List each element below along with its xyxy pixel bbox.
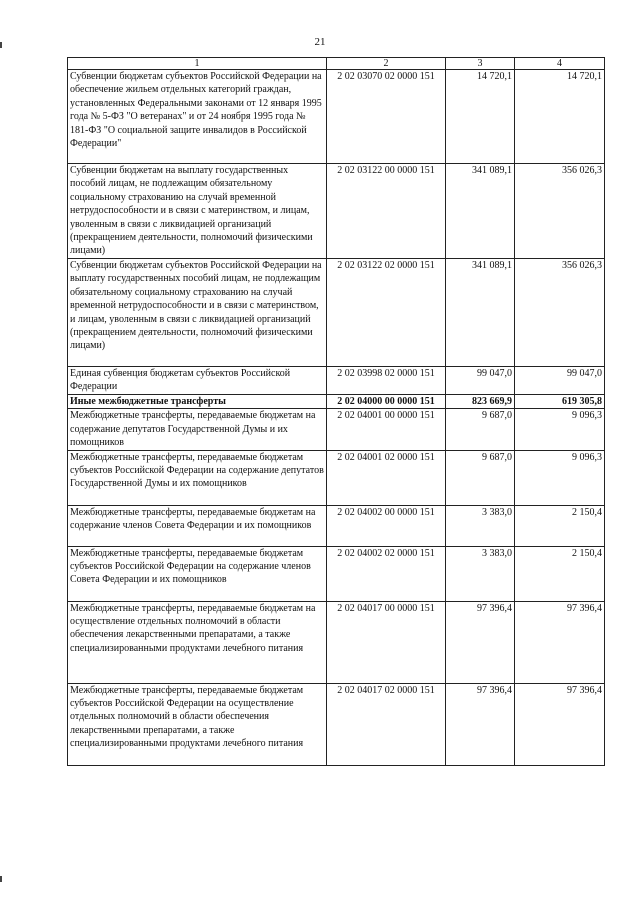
row-name-cell: Субвенции бюджетам субъектов Российской Федерации на обеспечение жильем отдельных категорий граждан, установленных Федеральными законами от 12 января 1995 года № 5-ФЗ "О ветеранах" и от 24 ноября 1995 года № 181-ФЗ "О социальной защите инвалидов в Российской Федерации" <box>68 70 327 164</box>
row-name-cell: Межбюджетные трансферты, передаваемые бюджетам субъектов Российской Федерации на осуществление отдельных полномочий в области обеспечения лекарственными препаратами, а также специализированными продуктами лечебного питания <box>68 683 327 765</box>
table-row <box>68 395 605 409</box>
page-number: 21 <box>314 36 326 48</box>
row-value-col3: 341 089,1 <box>446 259 515 367</box>
row-name-cell: Межбюджетные трансферты, передаваемые бюджетам на осуществление отдельных полномочий в области обеспечения лекарственными препаратами, а также специализированными продуктами лечебного питания <box>68 601 327 683</box>
left-margin-mark-bottom <box>0 876 2 882</box>
row-value-col4: 356 026,3 <box>515 164 605 259</box>
row-value-col4: 619 305,8 <box>515 395 605 409</box>
row-value-col3: 341 089,1 <box>446 164 515 259</box>
row-value-col4: 2 150,4 <box>515 505 605 546</box>
table-row <box>68 505 605 546</box>
header-row <box>68 58 605 70</box>
row-value-col4: 97 396,4 <box>515 601 605 683</box>
header-col-4: 4 <box>515 58 605 70</box>
row-name-cell: Межбюджетные трансферты, передаваемые бюджетам на содержание членов Совета Федерации и их помощников <box>68 505 327 546</box>
table-row <box>68 164 605 259</box>
table-row <box>68 70 605 164</box>
table-row <box>68 367 605 395</box>
row-code-cell: 2 02 04017 02 0000 151 <box>327 683 446 765</box>
row-code-cell: 2 02 04000 00 0000 151 <box>327 395 446 409</box>
row-value-col3: 3 383,0 <box>446 546 515 601</box>
row-value-col4: 97 396,4 <box>515 683 605 765</box>
row-code-cell: 2 02 04002 02 0000 151 <box>327 546 446 601</box>
row-value-col3: 9 687,0 <box>446 450 515 505</box>
table-row <box>68 450 605 505</box>
row-code-cell: 2 02 04001 02 0000 151 <box>327 450 446 505</box>
header-col-2: 2 <box>327 58 446 70</box>
row-name-cell: Субвенции бюджетам на выплату государственных пособий лицам, не подлежащим обязательному социальному страхованию на случай временной нетрудоспособности и в связи с материнством, и лицам, уволенным в связи с ликвидацией организаций (прекращением деятельности, полномочий физическими лицами) <box>68 164 327 259</box>
row-value-col3: 823 669,9 <box>446 395 515 409</box>
header-col-3: 3 <box>446 58 515 70</box>
row-value-col4: 9 096,3 <box>515 409 605 450</box>
row-value-col3: 3 383,0 <box>446 505 515 546</box>
row-value-col4: 2 150,4 <box>515 546 605 601</box>
row-value-col3: 97 396,4 <box>446 683 515 765</box>
table-row <box>68 601 605 683</box>
header-col-1: 1 <box>68 58 327 70</box>
row-value-col4: 14 720,1 <box>515 70 605 164</box>
row-name-cell: Субвенции бюджетам субъектов Российской Федерации на выплату государственных пособий лицам, не подлежащим обязательному социальному страхованию на случай временной нетрудоспособности и в связи с материнством, и лицам, уволенным в связи с ликвидацией организаций (прекращением деятельности, полномочий физическими лицами) <box>68 259 327 367</box>
row-name-cell: Межбюджетные трансферты, передаваемые бюджетам на содержание депутатов Государственной Думы и их помощников <box>68 409 327 450</box>
row-name-cell: Единая субвенция бюджетам субъектов Российской Федерации <box>68 367 327 395</box>
row-code-cell: 2 02 04001 00 0000 151 <box>327 409 446 450</box>
table-row <box>68 409 605 450</box>
row-code-cell: 2 02 03070 02 0000 151 <box>327 70 446 164</box>
table-row <box>68 683 605 765</box>
budget-table <box>67 57 605 766</box>
row-value-col3: 14 720,1 <box>446 70 515 164</box>
row-name-cell: Межбюджетные трансферты, передаваемые бюджетам субъектов Российской Федерации на содержание членов Совета Федерации и их помощников <box>68 546 327 601</box>
row-code-cell: 2 02 03122 00 0000 151 <box>327 164 446 259</box>
row-value-col3: 97 396,4 <box>446 601 515 683</box>
row-code-cell: 2 02 03998 02 0000 151 <box>327 367 446 395</box>
row-code-cell: 2 02 04017 00 0000 151 <box>327 601 446 683</box>
row-value-col4: 9 096,3 <box>515 450 605 505</box>
row-code-cell: 2 02 03122 02 0000 151 <box>327 259 446 367</box>
row-name-cell: Межбюджетные трансферты, передаваемые бюджетам субъектов Российской Федерации на содержание депутатов Государственной Думы и их помощников <box>68 450 327 505</box>
row-code-cell: 2 02 04002 00 0000 151 <box>327 505 446 546</box>
row-name-cell: Иные межбюджетные трансферты <box>68 395 327 409</box>
row-value-col4: 99 047,0 <box>515 367 605 395</box>
row-value-col3: 99 047,0 <box>446 367 515 395</box>
row-value-col3: 9 687,0 <box>446 409 515 450</box>
row-value-col4: 356 026,3 <box>515 259 605 367</box>
table-row <box>68 259 605 367</box>
table-row <box>68 546 605 601</box>
